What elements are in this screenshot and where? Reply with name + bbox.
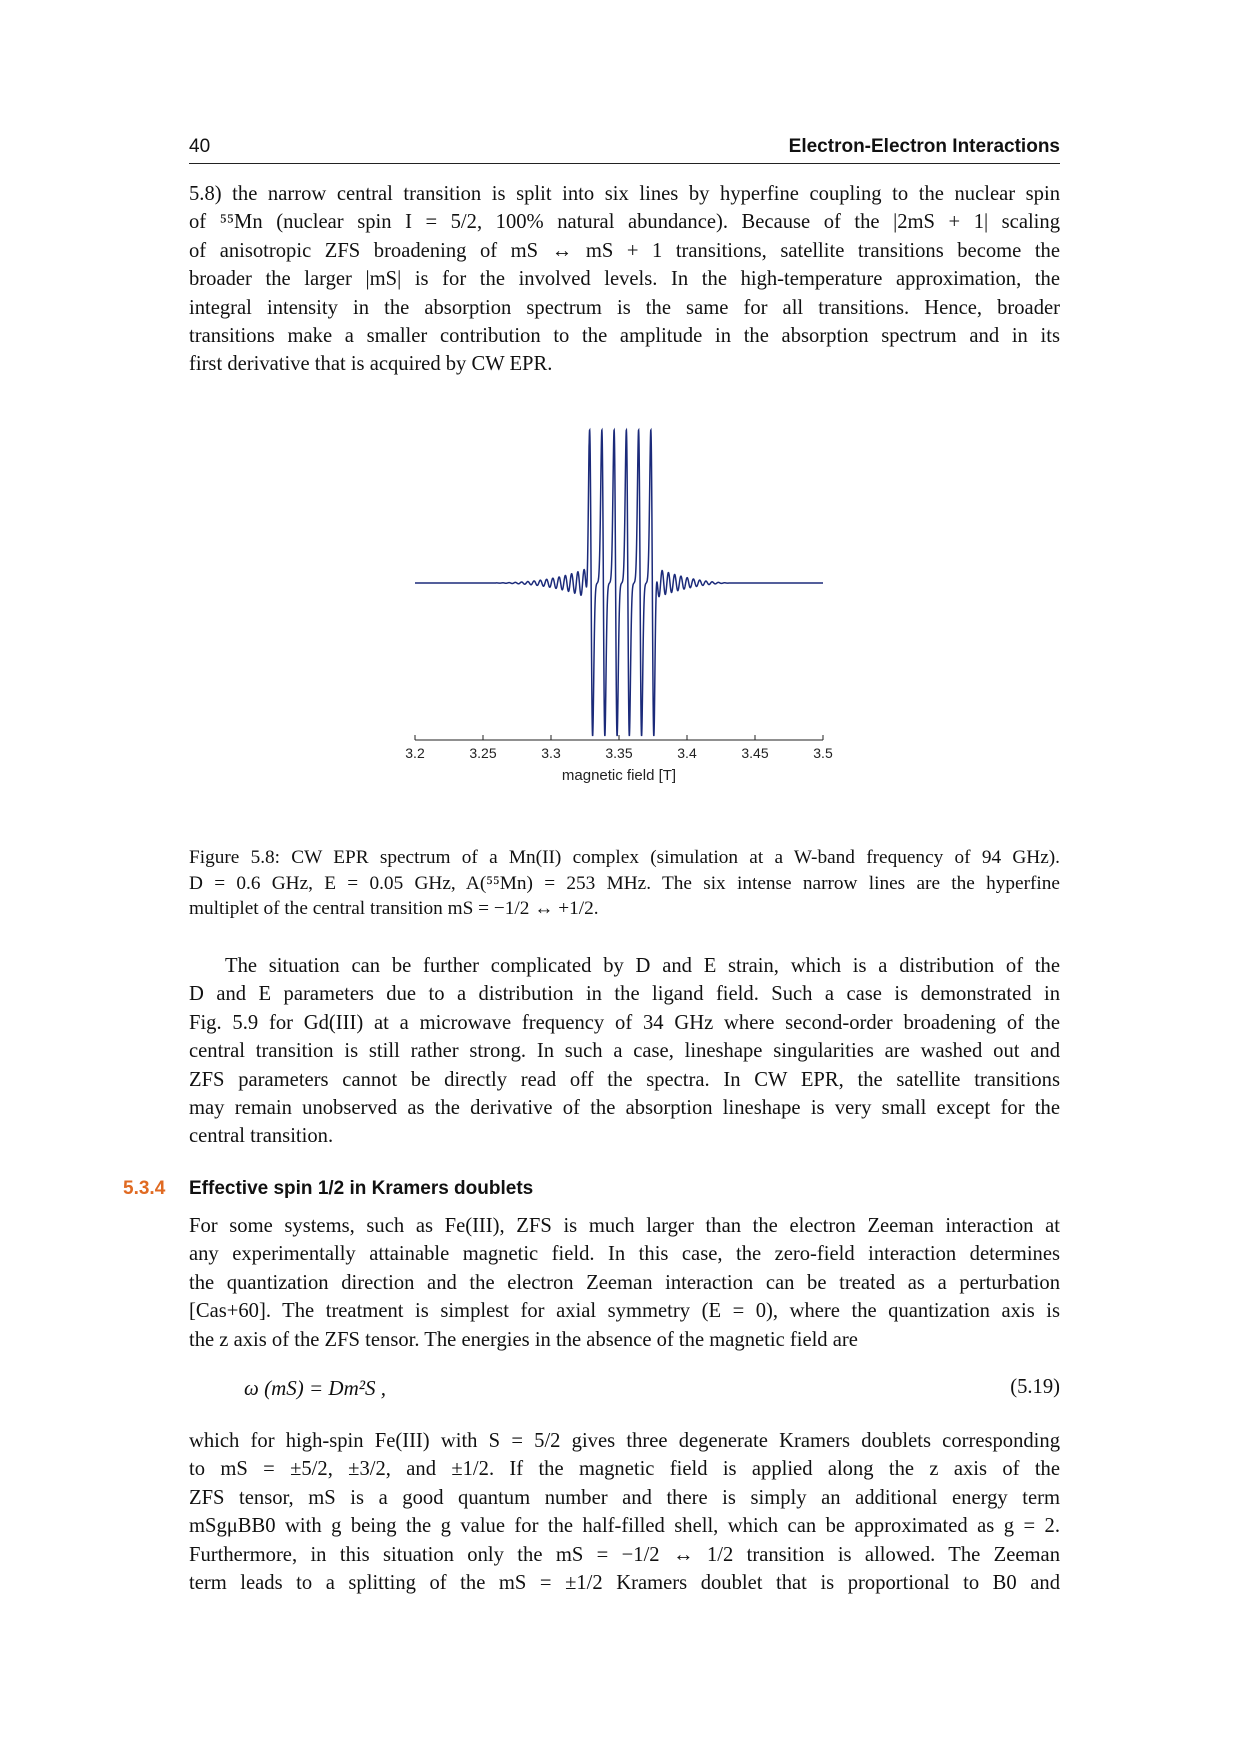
- text-line: term leads to a splitting of the mS = ±1/2 Kramers doublet that is proportional to B0 and: [189, 1572, 1060, 1595]
- text-line: 5.8) the narrow central transition is split into six lines by hyperfine coupling to the nuclear spin: [189, 183, 1060, 205]
- spectrum-line: [415, 430, 823, 736]
- caption-line: D = 0.6 GHz, E = 0.05 GHz, A(⁵⁵Mn) = 253 MHz. The six intense narrow lines are the hyperfine: [189, 872, 1060, 894]
- paragraph-strain: [189, 952, 1060, 1151]
- text-line: to mS = ±5/2, ±3/2, and ±1/2. If the magnetic field is applied along the z axis of the: [189, 1458, 1060, 1481]
- section-number: 5.3.4: [123, 1178, 166, 1199]
- running-title: Electron-Electron Interactions: [788, 136, 1060, 157]
- text-line: mSgμBB0 with g being the g value for the half-filled shell, which can be approximated as g = 2.: [189, 1515, 1060, 1538]
- text-line: any experimentally attainable magnetic field. In this case, the zero-field interaction determines: [189, 1243, 1060, 1266]
- page-number: 40: [189, 136, 211, 157]
- text-line: the quantization direction and the electron Zeeman interaction can be treated as a perturbation: [189, 1271, 1060, 1294]
- text-line: D and E parameters due to a distribution in the ligand field. Such a case is demonstrated in: [189, 983, 1060, 1006]
- caption-line: Figure 5.8: CW EPR spectrum of a Mn(II) complex (simulation at a W-band frequency of 94 GHz).: [189, 847, 1060, 868]
- paragraph-intro: [189, 180, 1060, 379]
- text-line: Furthermore, in this situation only the mS = −1/2 ↔ 1/2 transition is allowed. The Zeeman: [189, 1543, 1060, 1566]
- text-line: transitions make a smaller contribution to the amplitude in the absorption spectrum and in its: [189, 325, 1060, 348]
- section-title: Effective spin 1/2 in Kramers doublets: [189, 1178, 534, 1199]
- x-axis-ticks: [405, 735, 833, 761]
- x-tick-label: 3.35: [605, 745, 633, 761]
- text-line: The situation can be further complicated by D and E strain, which is a distribution of the: [225, 955, 1060, 977]
- text-line: may remain unobserved as the derivative of the absorption lineshape is very small except for the: [189, 1097, 1060, 1120]
- equation-5-19: ω (mS) = Dm²S ,: [244, 1376, 387, 1400]
- x-tick-label: 3.3: [541, 745, 561, 761]
- paragraph-kramers: [189, 1212, 1060, 1354]
- figure-caption: [189, 845, 1060, 922]
- text-line: For some systems, such as Fe(III), ZFS is much larger than the electron Zeeman interaction at: [189, 1215, 1060, 1237]
- text-line: first derivative that is acquired by CW EPR.: [189, 353, 553, 376]
- equation-number: (5.19): [1010, 1376, 1060, 1398]
- text-line: broader the larger |mS| is for the involved levels. In the high-temperature approximation, the: [189, 268, 1060, 291]
- x-tick-label: 3.4: [677, 745, 697, 761]
- text-line: which for high-spin Fe(III) with S = 5/2 gives three degenerate Kramers doublets corresponding: [189, 1430, 1060, 1452]
- text-line: the z axis of the ZFS tensor. The energies in the absence of the magnetic field are: [189, 1328, 858, 1351]
- page-header: [189, 133, 1060, 164]
- text-line: [Cas+60]. The treatment is simplest for axial symmetry (E = 0), where the quantization axis is: [189, 1300, 1060, 1323]
- paragraph-fe3: [189, 1427, 1060, 1597]
- text-line: integral intensity in the absorption spectrum is the same for all transitions. Hence, broader: [189, 296, 1060, 319]
- x-tick-label: 3.2: [405, 745, 425, 761]
- text-line: ZFS parameters cannot be directly read off the spectra. In CW EPR, the satellite transitions: [189, 1068, 1060, 1091]
- epr-spectrum-figure: [400, 420, 840, 800]
- text-line: of ⁵⁵Mn (nuclear spin I = 5/2, 100% natural abundance). Because of the |2mS + 1| scaling: [189, 211, 1060, 234]
- text-line: of anisotropic ZFS broadening of mS ↔ mS + 1 transitions, satellite transitions become the: [189, 239, 1060, 262]
- x-axis-label: magnetic field [T]: [561, 767, 677, 784]
- x-tick-label: 3.45: [741, 745, 769, 761]
- text-line: central transition.: [189, 1125, 334, 1148]
- x-tick-label: 3.5: [813, 745, 833, 761]
- text-line: ZFS tensor, mS is a good quantum number and there is simply an additional energy term: [189, 1486, 1060, 1509]
- text-line: central transition is still rather strong. In such a case, lineshape singularities are washed out and: [189, 1040, 1060, 1063]
- caption-line: multiplet of the central transition mS = −1/2 ↔ +1/2.: [189, 898, 599, 919]
- x-tick-label: 3.25: [469, 745, 497, 761]
- text-line: Fig. 5.9 for Gd(III) at a microwave frequency of 34 GHz where second-order broadening of the: [189, 1011, 1060, 1034]
